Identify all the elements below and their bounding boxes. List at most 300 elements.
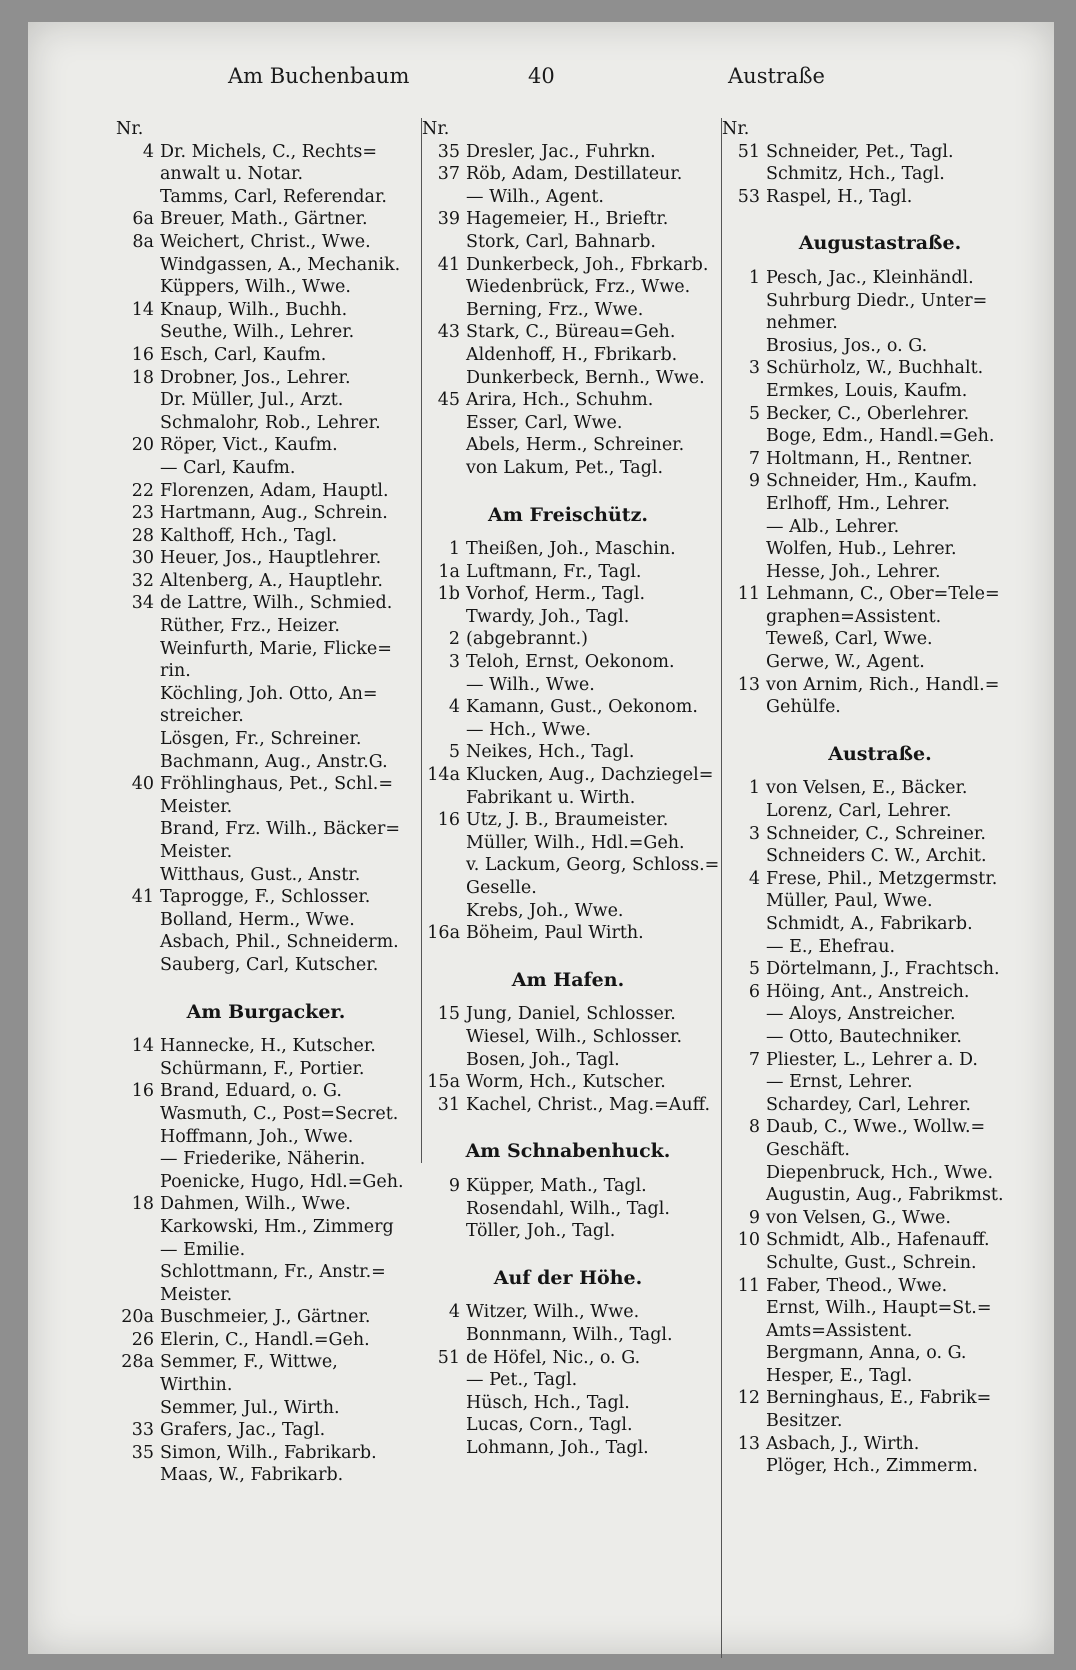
directory-entry bbox=[722, 1342, 1038, 1365]
house-number: 9 bbox=[448, 1175, 460, 1196]
directory-entry bbox=[422, 1437, 714, 1460]
house-number bbox=[116, 276, 160, 299]
directory-entry bbox=[116, 1442, 416, 1465]
house-number bbox=[722, 538, 766, 561]
resident-text: Theißen, Joh., Maschin. bbox=[466, 539, 676, 560]
resident-text: Grafers, Jac., Tagl. bbox=[160, 1420, 326, 1441]
directory-entry bbox=[722, 800, 1038, 823]
house-number: 3 bbox=[748, 823, 760, 844]
house-number bbox=[116, 186, 160, 209]
house-number bbox=[422, 1437, 466, 1460]
house-number: 1 bbox=[748, 778, 760, 799]
directory-entry bbox=[722, 981, 1038, 1004]
directory-entry bbox=[722, 1207, 1038, 1230]
resident-text: Hagemeier, H., Brieftr. bbox=[466, 209, 669, 230]
directory-entry bbox=[722, 267, 1038, 290]
directory-entry bbox=[116, 186, 416, 209]
street-heading: Auf der Höhe. bbox=[493, 1266, 643, 1289]
resident-text: Röb, Adam, Destillateur. bbox=[466, 164, 683, 185]
house-number bbox=[116, 796, 160, 819]
house-number: 1b bbox=[437, 584, 460, 605]
resident-text: Tamms, Carl, Referendar. bbox=[160, 186, 387, 207]
directory-entry bbox=[422, 1392, 714, 1415]
directory-entry bbox=[116, 1126, 416, 1149]
page-number: 40 bbox=[528, 64, 555, 88]
resident-text: Witzer, Wilh., Wwe. bbox=[466, 1302, 640, 1323]
directory-entry bbox=[116, 1351, 416, 1374]
resident-text: Wirthin. bbox=[160, 1375, 233, 1396]
directory-entry bbox=[116, 1329, 416, 1352]
house-number bbox=[116, 660, 160, 683]
house-number: 1a bbox=[438, 561, 460, 582]
resident-text: Schardey, Carl, Lehrer. bbox=[766, 1094, 971, 1115]
directory-entry bbox=[422, 561, 714, 584]
directory-entry bbox=[422, 1003, 714, 1026]
house-number bbox=[116, 1284, 160, 1307]
directory-entry bbox=[722, 913, 1038, 936]
directory-entry bbox=[116, 480, 416, 503]
resident-text: Röper, Vict., Kaufm. bbox=[160, 435, 338, 456]
house-number: 7 bbox=[748, 448, 760, 469]
resident-text: Breuer, Math., Gärtner. bbox=[160, 209, 368, 230]
directory-entry bbox=[722, 1275, 1038, 1298]
house-number: 51 bbox=[737, 141, 760, 162]
resident-text: Teloh, Ernst, Oekonom. bbox=[466, 652, 675, 673]
house-number bbox=[116, 615, 160, 638]
directory-entry bbox=[722, 1049, 1038, 1072]
directory-entry bbox=[116, 638, 416, 661]
house-number: 32 bbox=[131, 570, 154, 591]
resident-text: Besitzer. bbox=[766, 1411, 843, 1432]
resident-text: Müller, Wilh., Hdl.=Geh. bbox=[466, 832, 685, 853]
directory-entry bbox=[722, 1026, 1038, 1049]
resident-text: — Emilie. bbox=[160, 1239, 246, 1260]
directory-entry bbox=[422, 321, 714, 344]
house-number bbox=[722, 696, 766, 719]
directory-entry bbox=[422, 787, 714, 810]
resident-text: Seuthe, Wilh., Lehrer. bbox=[160, 322, 355, 343]
house-number bbox=[722, 1320, 766, 1343]
directory-entry bbox=[722, 141, 1038, 164]
directory-entry bbox=[116, 1261, 416, 1284]
resident-text: Schürmann, F., Portier. bbox=[160, 1058, 365, 1079]
directory-entry bbox=[722, 1387, 1038, 1410]
resident-text: anwalt u. Notar. bbox=[160, 164, 304, 185]
house-number: 37 bbox=[437, 164, 460, 185]
resident-text: Knaup, Wilh., Buchh. bbox=[160, 299, 348, 320]
house-number bbox=[722, 1003, 766, 1026]
resident-text: Vorhof, Herm., Tagl. bbox=[466, 584, 646, 605]
house-number bbox=[422, 1198, 466, 1221]
house-number bbox=[116, 751, 160, 774]
resident-text: Gehülfe. bbox=[766, 697, 841, 718]
directory-entry bbox=[722, 845, 1038, 868]
resident-text: von Lakum, Pet., Tagl. bbox=[466, 457, 664, 478]
resident-text: Brand, Frz. Wilh., Bäcker= bbox=[160, 819, 401, 840]
resident-text: Meister. bbox=[160, 796, 233, 817]
directory-entry bbox=[722, 357, 1038, 380]
number-header: Nr. bbox=[722, 119, 750, 139]
column-1 bbox=[116, 118, 416, 1487]
directory-entry bbox=[722, 1320, 1038, 1343]
directory-page bbox=[28, 22, 1054, 1654]
directory-entry bbox=[116, 705, 416, 728]
directory-entry bbox=[116, 886, 416, 909]
house-number bbox=[422, 854, 466, 877]
directory-entry bbox=[722, 470, 1038, 493]
directory-entry bbox=[722, 335, 1038, 358]
house-number bbox=[116, 163, 160, 186]
resident-text: v. Lackum, Georg, Schloss.= bbox=[466, 855, 720, 876]
directory-entry bbox=[422, 1198, 714, 1221]
house-number: 31 bbox=[437, 1094, 460, 1115]
house-number: 9 bbox=[748, 471, 760, 492]
directory-entry bbox=[422, 651, 714, 674]
house-number: 39 bbox=[437, 209, 460, 230]
resident-text: Teweß, Carl, Wwe. bbox=[766, 629, 933, 650]
house-number bbox=[116, 931, 160, 954]
house-number bbox=[422, 412, 466, 435]
house-number bbox=[116, 412, 160, 435]
house-number: 1 bbox=[748, 267, 760, 288]
house-number bbox=[722, 1139, 766, 1162]
house-number bbox=[422, 900, 466, 923]
house-number: 20 bbox=[131, 435, 154, 456]
resident-text: Meister. bbox=[160, 842, 233, 862]
resident-text: Hoffmann, Joh., Wwe. bbox=[160, 1126, 354, 1147]
house-number: 8a bbox=[132, 231, 154, 252]
resident-text: Schlottmann, Fr., Anstr.= bbox=[160, 1262, 386, 1283]
resident-text: von Velsen, E., Bäcker. bbox=[766, 778, 968, 799]
resident-text: Becker, C., Oberlehrer. bbox=[766, 403, 970, 424]
resident-text: Küpper, Math., Tagl. bbox=[466, 1175, 647, 1196]
directory-entry bbox=[722, 516, 1038, 539]
directory-entry bbox=[422, 367, 714, 390]
house-number bbox=[422, 877, 466, 900]
directory-entry bbox=[422, 538, 714, 561]
house-number: 5 bbox=[748, 959, 760, 980]
resident-text: — E., Ehefrau. bbox=[766, 936, 896, 957]
house-number: 28a bbox=[121, 1352, 154, 1373]
resident-text: Sauberg, Carl, Kutscher. bbox=[160, 954, 379, 975]
resident-text: Töller, Joh., Tagl. bbox=[466, 1221, 616, 1242]
resident-text: Pesch, Jac., Kleinhändl. bbox=[766, 267, 974, 288]
directory-entry bbox=[116, 299, 416, 322]
resident-text: Wiedenbrück, Frz., Wwe. bbox=[466, 277, 691, 298]
resident-text: Heuer, Jos., Hauptlehrer. bbox=[160, 548, 382, 569]
house-number bbox=[722, 561, 766, 584]
house-number: 15a bbox=[427, 1072, 460, 1093]
resident-text: Fabrikant u. Wirth. bbox=[466, 787, 636, 808]
resident-text: Ernst, Wilh., Haupt=St.= bbox=[766, 1298, 992, 1319]
resident-text: Asbach, J., Wirth. bbox=[766, 1433, 920, 1454]
house-number bbox=[722, 1184, 766, 1207]
resident-text: Dunkerbeck, Bernh., Wwe. bbox=[466, 367, 705, 388]
directory-entry bbox=[722, 312, 1038, 335]
resident-text: Poenicke, Hugo, Hdl.=Geh. bbox=[160, 1171, 404, 1192]
house-number bbox=[722, 290, 766, 313]
resident-text: — Pet., Tagl. bbox=[466, 1370, 578, 1391]
directory-entry bbox=[422, 1026, 714, 1049]
resident-text: Hesper, E., Tagl. bbox=[766, 1365, 913, 1386]
house-number bbox=[722, 425, 766, 448]
house-number: 14 bbox=[131, 1036, 154, 1057]
resident-text: — Ernst, Lehrer. bbox=[766, 1072, 913, 1093]
header-right-street: Austraße bbox=[728, 64, 825, 88]
house-number: 9 bbox=[748, 1207, 760, 1228]
directory-entry bbox=[422, 1049, 714, 1072]
house-number bbox=[722, 936, 766, 959]
directory-entry bbox=[116, 1374, 416, 1397]
house-number: 12 bbox=[737, 1388, 760, 1409]
house-number: 13 bbox=[737, 674, 760, 695]
house-number bbox=[422, 787, 466, 810]
directory-entry bbox=[722, 936, 1038, 959]
resident-text: Schneider, C., Schreiner. bbox=[766, 823, 986, 844]
directory-entry bbox=[722, 290, 1038, 313]
resident-text: Semmer, F., Wittwe, bbox=[160, 1352, 338, 1373]
directory-entry bbox=[422, 412, 714, 435]
resident-text: Simon, Wilh., Fabrikarb. bbox=[160, 1442, 377, 1463]
directory-entry bbox=[116, 1035, 416, 1058]
resident-text: Berning, Frz., Wwe. bbox=[466, 299, 644, 320]
house-number: 5 bbox=[448, 742, 460, 763]
house-number bbox=[116, 457, 160, 480]
house-number: 11 bbox=[737, 1275, 760, 1296]
street-heading: Augustastraße. bbox=[798, 232, 962, 255]
directory-entry bbox=[116, 231, 416, 254]
resident-text: Maas, W., Fabrikarb. bbox=[160, 1465, 344, 1486]
directory-entry bbox=[422, 141, 714, 164]
directory-entry bbox=[722, 1252, 1038, 1275]
directory-entry bbox=[116, 841, 416, 864]
resident-text: Lehmann, C., Ober=Tele= bbox=[766, 584, 1000, 605]
street-heading: Am Hafen. bbox=[511, 968, 625, 991]
directory-entry bbox=[422, 254, 714, 277]
house-number: 45 bbox=[437, 390, 460, 411]
house-number bbox=[722, 890, 766, 913]
resident-text: Esch, Carl, Kaufm. bbox=[160, 344, 327, 365]
directory-entry bbox=[116, 1464, 416, 1487]
house-number bbox=[422, 434, 466, 457]
house-number: 14 bbox=[131, 299, 154, 320]
resident-text: Geschäft. bbox=[766, 1139, 850, 1160]
house-number bbox=[422, 1049, 466, 1072]
directory-entry bbox=[116, 1284, 416, 1307]
house-number bbox=[722, 493, 766, 516]
house-number bbox=[116, 389, 160, 412]
directory-entry bbox=[116, 728, 416, 751]
page-header bbox=[28, 64, 1054, 104]
resident-text: Asbach, Phil., Schneiderm. bbox=[160, 932, 399, 953]
resident-text: Hüsch, Hch., Tagl. bbox=[466, 1392, 630, 1413]
directory-entry bbox=[722, 651, 1038, 674]
directory-entry bbox=[116, 344, 416, 367]
resident-text: Berninghaus, E., Fabrik= bbox=[766, 1388, 992, 1409]
directory-entry bbox=[722, 1003, 1038, 1026]
house-number bbox=[722, 1297, 766, 1320]
directory-entry bbox=[422, 344, 714, 367]
house-number: 35 bbox=[437, 141, 460, 162]
resident-text: Altenberg, A., Hauptlehr. bbox=[160, 570, 383, 591]
resident-text: Witthaus, Gust., Anstr. bbox=[160, 864, 361, 885]
resident-text: Hartmann, Aug., Schrein. bbox=[160, 503, 388, 524]
resident-text: Böheim, Paul Wirth. bbox=[466, 923, 644, 944]
house-number bbox=[422, 457, 466, 480]
house-number: 3 bbox=[748, 358, 760, 379]
resident-text: Abels, Herm., Schreiner. bbox=[466, 435, 685, 456]
resident-text: Geselle. bbox=[466, 878, 537, 898]
resident-text: nehmer. bbox=[766, 313, 838, 334]
directory-entry bbox=[722, 823, 1038, 846]
house-number bbox=[116, 1148, 160, 1171]
house-number: 40 bbox=[131, 774, 154, 795]
directory-entry bbox=[722, 958, 1038, 981]
house-number bbox=[422, 367, 466, 390]
house-number: 18 bbox=[131, 367, 154, 388]
house-number bbox=[116, 841, 160, 864]
directory-entry bbox=[116, 751, 416, 774]
house-number bbox=[722, 1071, 766, 1094]
directory-entry bbox=[116, 141, 416, 164]
directory-entry bbox=[722, 1184, 1038, 1207]
resident-text: Buschmeier, J., Gärtner. bbox=[160, 1307, 371, 1328]
resident-text: Diepenbruck, Hch., Wwe. bbox=[766, 1162, 994, 1183]
directory-entry bbox=[422, 186, 714, 209]
resident-text: Stork, Carl, Bahnarb. bbox=[466, 231, 656, 252]
house-number: 16 bbox=[437, 810, 460, 831]
resident-text: Kachel, Christ., Mag.=Auff. bbox=[466, 1094, 711, 1115]
resident-text: Plöger, Hch., Zimmerm. bbox=[766, 1456, 978, 1477]
house-number bbox=[722, 516, 766, 539]
resident-text: de Höfel, Nic., o. G. bbox=[466, 1347, 641, 1368]
resident-text: — Wilh., Wwe. bbox=[466, 674, 595, 695]
directory-entry bbox=[116, 502, 416, 525]
directory-entry bbox=[116, 931, 416, 954]
directory-entry bbox=[722, 425, 1038, 448]
directory-entry bbox=[116, 954, 416, 977]
resident-text: Utz, J. B., Braumeister. bbox=[466, 810, 669, 831]
resident-text: Dunkerbeck, Joh., Fbrkarb. bbox=[466, 254, 709, 275]
directory-entry bbox=[116, 276, 416, 299]
directory-entry bbox=[722, 1071, 1038, 1094]
directory-entry bbox=[116, 660, 416, 683]
house-number bbox=[116, 705, 160, 728]
resident-text: Krebs, Joh., Wwe. bbox=[466, 900, 624, 921]
directory-entry bbox=[422, 741, 714, 764]
directory-entry bbox=[722, 561, 1038, 584]
house-number bbox=[116, 728, 160, 751]
house-number bbox=[116, 254, 160, 277]
resident-text: Ermkes, Louis, Kaufm. bbox=[766, 380, 968, 401]
resident-text: Schulte, Gust., Schrein. bbox=[766, 1252, 977, 1273]
directory-entry bbox=[422, 583, 714, 606]
house-number: 35 bbox=[131, 1442, 154, 1463]
directory-entry bbox=[116, 434, 416, 457]
resident-text: Brosius, Jos., o. G. bbox=[766, 335, 928, 356]
house-number: 14a bbox=[427, 765, 460, 786]
directory-entry bbox=[722, 1365, 1038, 1388]
directory-entry bbox=[422, 1369, 714, 1392]
resident-text: streicher. bbox=[160, 706, 244, 727]
resident-text: Schmidt, Alb., Hafenauff. bbox=[766, 1230, 990, 1251]
house-number: 23 bbox=[131, 503, 154, 524]
resident-text: — Hch., Wwe. bbox=[466, 719, 591, 740]
resident-text: Drobner, Jos., Lehrer. bbox=[160, 367, 351, 388]
directory-entry bbox=[722, 1229, 1038, 1252]
resident-text: Bonnmann, Wilh., Tagl. bbox=[466, 1324, 673, 1345]
directory-entry bbox=[116, 796, 416, 819]
resident-text: Raspel, H., Tagl. bbox=[766, 186, 913, 207]
resident-text: Worm, Hch., Kutscher. bbox=[466, 1072, 666, 1093]
house-number bbox=[422, 1369, 466, 1392]
house-number bbox=[722, 1162, 766, 1185]
house-number bbox=[116, 818, 160, 841]
house-number bbox=[422, 1026, 466, 1049]
resident-text: Dr. Müller, Jul., Arzt. bbox=[160, 390, 344, 411]
header-left-street: Am Buchenbaum bbox=[228, 64, 410, 88]
house-number bbox=[722, 1365, 766, 1388]
resident-text: von Arnim, Rich., Handl.= bbox=[766, 674, 1000, 695]
resident-text: Holtmann, H., Rentner. bbox=[766, 448, 973, 469]
resident-text: Lohmann, Joh., Tagl. bbox=[466, 1437, 649, 1458]
resident-text: Lösgen, Fr., Schreiner. bbox=[160, 729, 362, 750]
house-number bbox=[422, 186, 466, 209]
resident-text: Boge, Edm., Handl.=Geh. bbox=[766, 426, 995, 447]
directory-entry bbox=[116, 208, 416, 231]
directory-entry bbox=[722, 186, 1038, 209]
resident-text: Jung, Daniel, Schlosser. bbox=[466, 1004, 676, 1025]
resident-text: — Otto, Bautechniker. bbox=[766, 1026, 962, 1047]
house-number: 7 bbox=[748, 1049, 760, 1070]
resident-text: Schmidt, A., Fabrikarb. bbox=[766, 914, 973, 934]
directory-entry bbox=[722, 1455, 1038, 1478]
street-heading: Am Freischütz. bbox=[487, 503, 648, 526]
resident-text: Weinfurth, Marie, Flicke= bbox=[160, 638, 392, 659]
directory-entry bbox=[722, 163, 1038, 186]
house-number bbox=[422, 606, 466, 629]
resident-text: Pliester, L., Lehrer a. D. bbox=[766, 1049, 978, 1070]
house-number: 43 bbox=[437, 322, 460, 343]
directory-entry bbox=[422, 299, 714, 322]
house-number bbox=[116, 683, 160, 706]
directory-entry bbox=[116, 818, 416, 841]
resident-text: de Lattre, Wilh., Schmied. bbox=[160, 593, 393, 614]
directory-entry bbox=[722, 674, 1038, 697]
directory-entry bbox=[422, 1301, 714, 1324]
resident-text: Wiesel, Wilh., Schlosser. bbox=[466, 1026, 683, 1047]
resident-text: Hannecke, H., Kutscher. bbox=[160, 1036, 376, 1057]
directory-entry bbox=[722, 1116, 1038, 1139]
resident-text: Florenzen, Adam, Hauptl. bbox=[160, 480, 389, 501]
directory-entry bbox=[722, 538, 1038, 561]
directory-entry bbox=[116, 367, 416, 390]
resident-text: Hesse, Joh., Lehrer. bbox=[766, 561, 941, 582]
directory-entry bbox=[722, 1162, 1038, 1185]
resident-text: Schneiders C. W., Archit. bbox=[766, 846, 987, 867]
directory-entry bbox=[722, 1410, 1038, 1433]
resident-text: Weichert, Christ., Wwe. bbox=[160, 231, 371, 252]
house-number: 2 bbox=[448, 629, 460, 650]
house-number bbox=[722, 606, 766, 629]
house-number bbox=[116, 638, 160, 661]
house-number: 22 bbox=[131, 480, 154, 501]
house-number: 1 bbox=[448, 539, 460, 560]
resident-text: Höing, Ant., Anstreich. bbox=[766, 981, 970, 1002]
directory-entry bbox=[116, 547, 416, 570]
directory-entry bbox=[722, 583, 1038, 606]
resident-text: Kalthoff, Hch., Tagl. bbox=[160, 525, 338, 546]
